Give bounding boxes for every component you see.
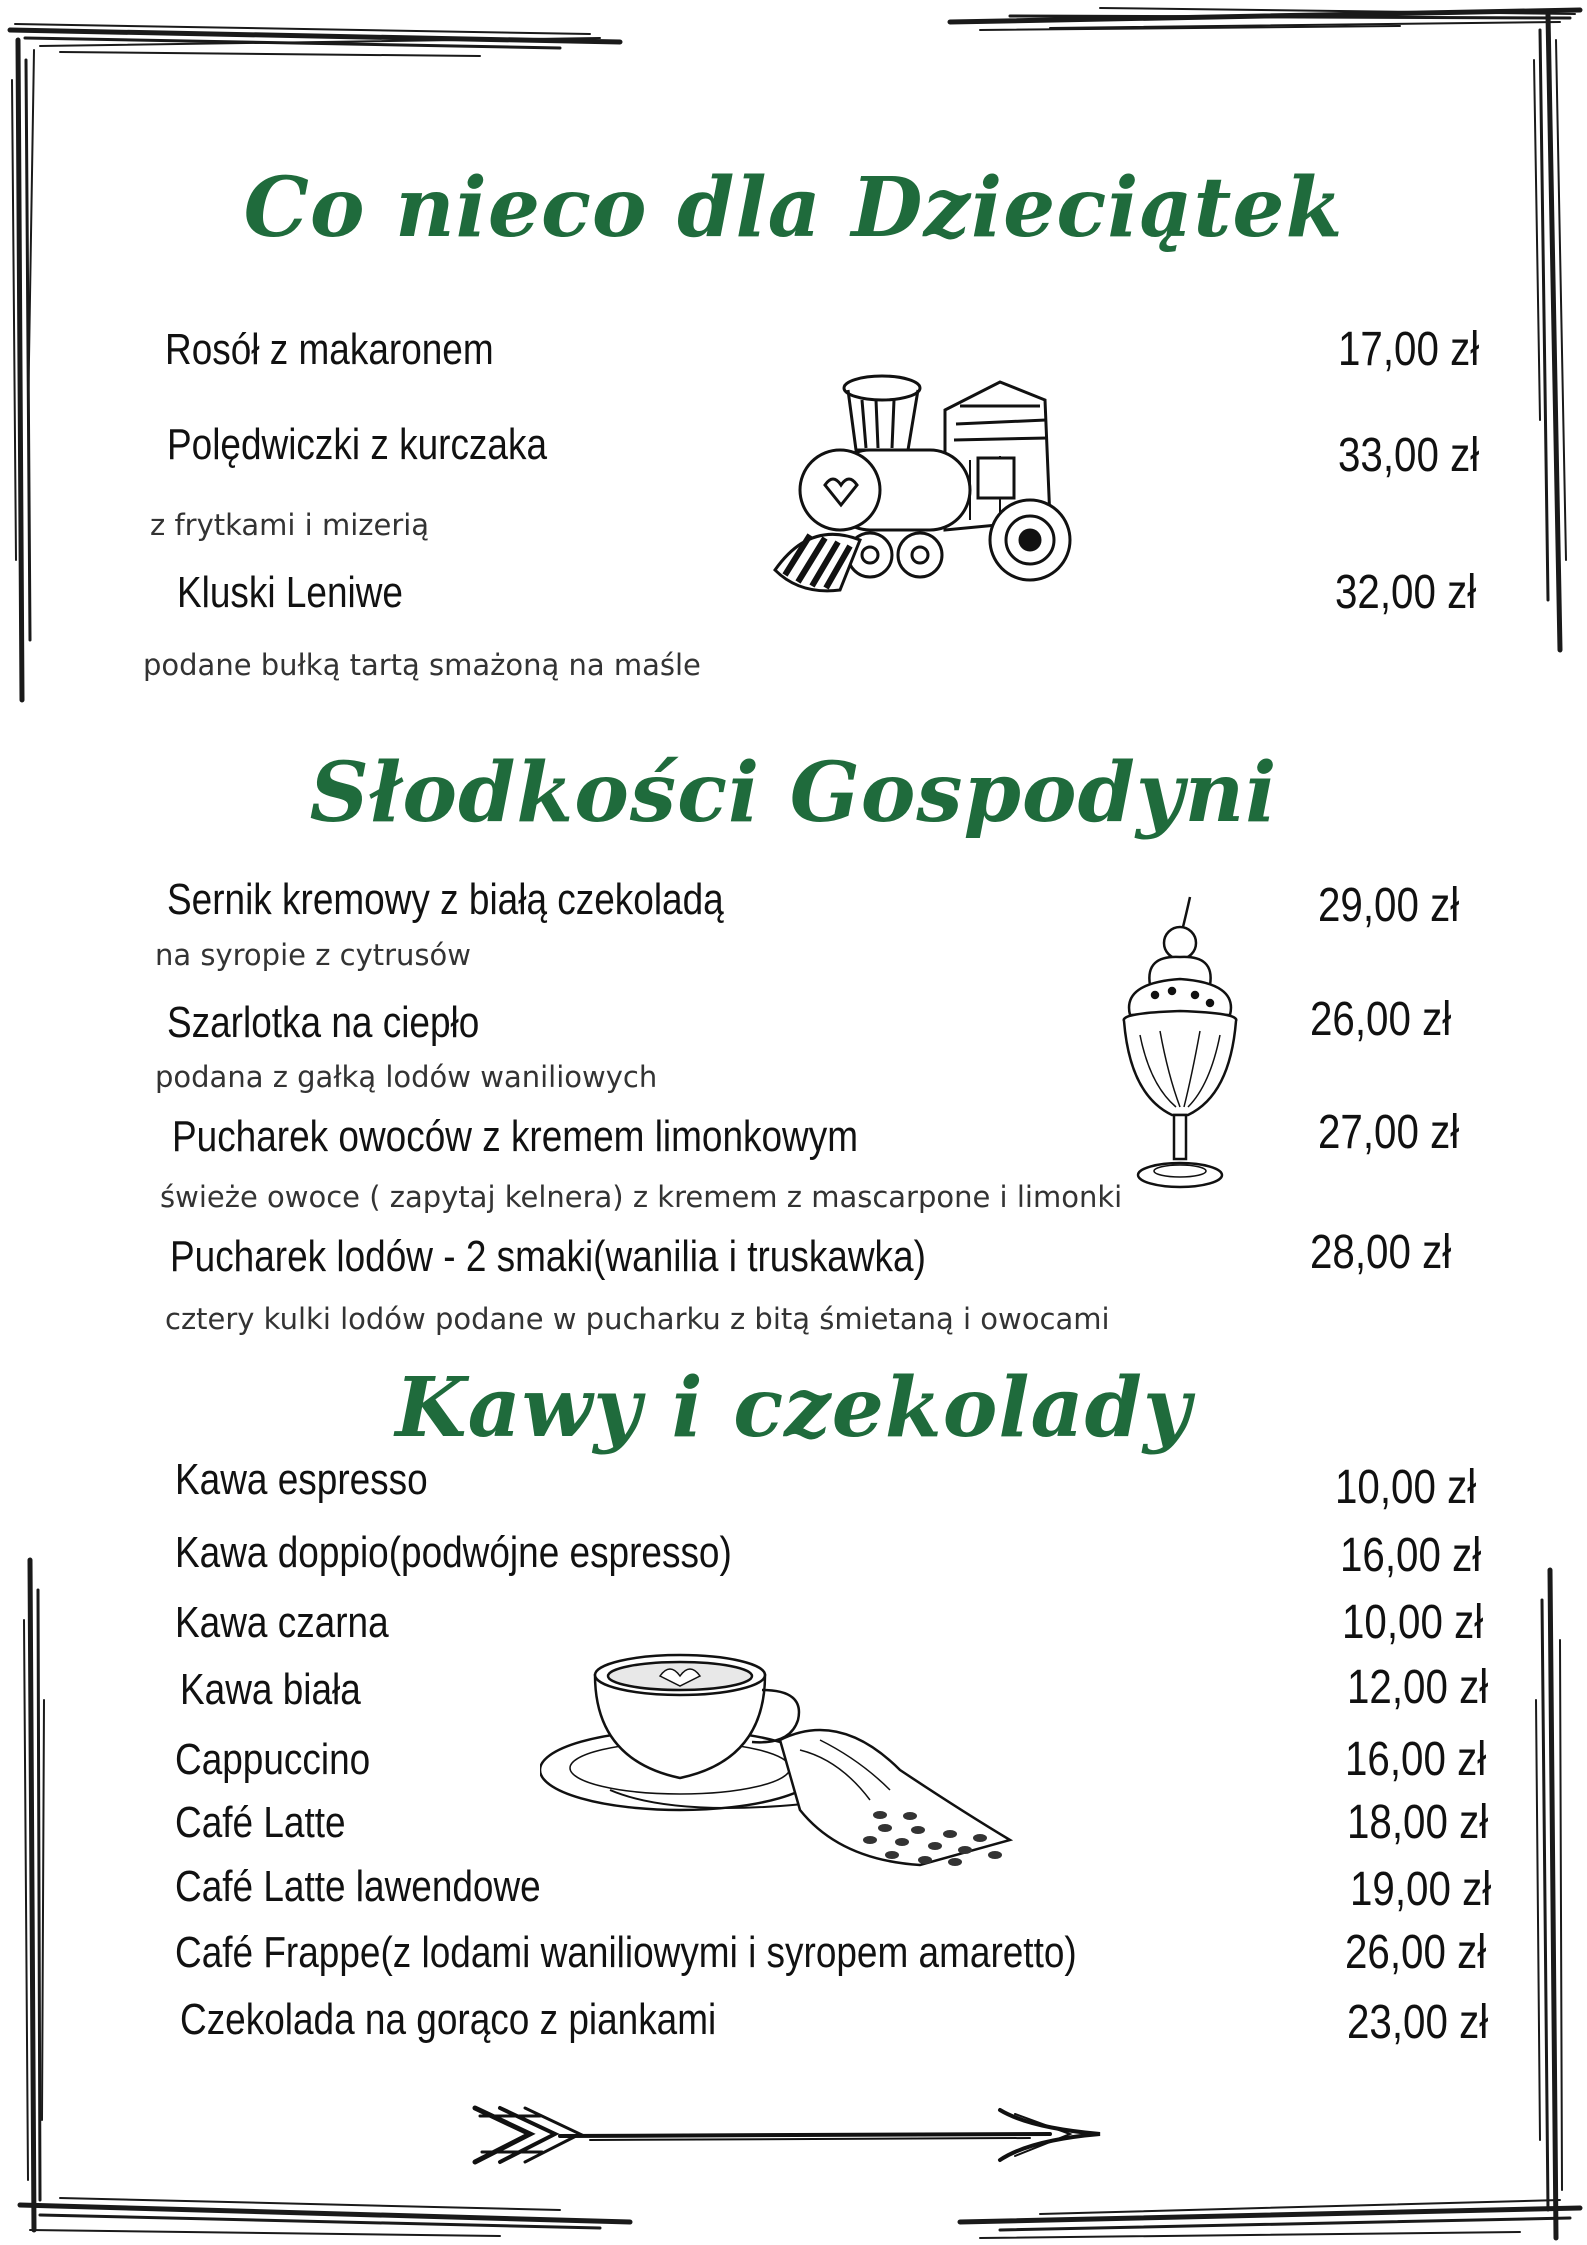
menu-item-name: Cappuccino [175, 1735, 371, 1784]
menu-item-price: 23,00 zł [1347, 1996, 1489, 2049]
menu-item-price: 26,00 zł [1310, 993, 1452, 1046]
menu-item-price: 10,00 zł [1342, 1596, 1484, 1649]
menu-item-name: Polędwiczki z kurczaka [167, 420, 547, 469]
menu-item-price: 28,00 zł [1310, 1226, 1452, 1279]
menu-item-price: 18,00 zł [1347, 1796, 1489, 1849]
menu-item-name: Kluski Leniwe [177, 568, 403, 617]
menu-item-name: Pucharek owoców z kremem limonkowym [172, 1112, 859, 1161]
menu-item-description: cztery kulki lodów podane w pucharku z bitą śmietaną i owocami [165, 1302, 1110, 1336]
menu-item-description: z frytkami i mizerią [150, 508, 430, 542]
train-illustration [770, 370, 1110, 600]
menu-item-name: Kawa doppio(podwójne espresso) [175, 1528, 732, 1577]
menu-item-description: podane bułką tartą smażoną na maśle [143, 648, 701, 682]
menu-item-price: 27,00 zł [1318, 1106, 1460, 1159]
menu-item-name: Café Frappe(z lodami waniliowymi i syropem amaretto) [175, 1928, 1077, 1977]
menu-item-name: Czekolada na gorąco z piankami [180, 1995, 717, 2044]
section-title-sweets: Słodkości Gospodyni [309, 745, 1278, 841]
menu-item-name: Café Latte [175, 1798, 346, 1847]
menu-item-name: Café Latte lawendowe [175, 1862, 541, 1911]
menu-item-name: Szarlotka na ciepło [167, 998, 480, 1047]
menu-item-price: 29,00 zł [1318, 879, 1460, 932]
menu-item-price: 32,00 zł [1335, 566, 1477, 619]
menu-item-price: 16,00 zł [1340, 1529, 1482, 1582]
arrow-illustration [470, 2100, 1110, 2170]
menu-item-price: 17,00 zł [1338, 323, 1480, 376]
menu-item-description: świeże owoce ( zapytaj kelnera) z kremem z mascarpone i limonki [160, 1180, 1123, 1214]
menu-item-price: 26,00 zł [1345, 1926, 1487, 1979]
menu-item-price: 12,00 zł [1347, 1661, 1489, 1714]
menu-item-name: Kawa espresso [175, 1455, 428, 1504]
menu-item-price: 19,00 zł [1350, 1863, 1492, 1916]
menu-item-price: 10,00 zł [1335, 1461, 1477, 1514]
menu-item-price: 16,00 zł [1345, 1733, 1487, 1786]
section-title-coffee: Kawy i czekolady [395, 1360, 1192, 1456]
menu-item-price: 33,00 zł [1338, 429, 1480, 482]
menu-item-name: Rosół z makaronem [165, 325, 494, 374]
menu-item-name: Pucharek lodów - 2 smaki(wanilia i truskawka) [170, 1232, 926, 1281]
menu-item-description: podana z gałką lodów waniliowych [155, 1060, 658, 1094]
section-title-kids: Co nieco dla Dzieciątek [243, 160, 1344, 256]
menu-item-name: Sernik kremowy z białą czekoladą [167, 875, 724, 924]
menu-item-description: na syropie z cytrusów [155, 938, 471, 972]
sundae-illustration [1110, 895, 1250, 1195]
menu-item-name: Kawa biała [180, 1665, 361, 1714]
coffee-cup-illustration [540, 1650, 1020, 1880]
menu-item-name: Kawa czarna [175, 1598, 389, 1647]
